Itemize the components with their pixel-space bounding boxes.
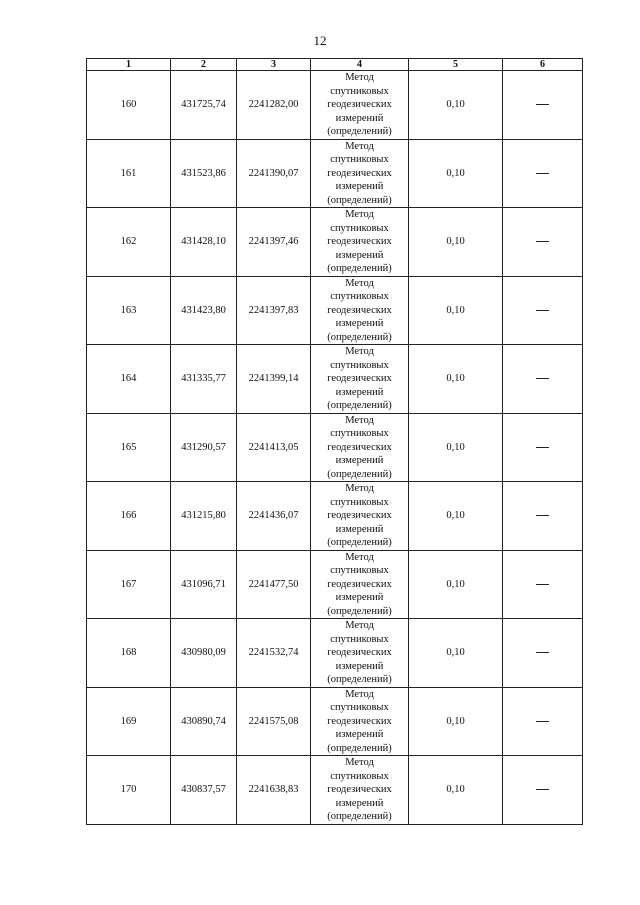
- method-text-line: геодезических: [327, 647, 392, 658]
- dash-mark: [536, 584, 549, 585]
- method-text-line: измерений: [335, 592, 384, 603]
- method-text-line: Метод: [345, 209, 374, 220]
- method-text-line: Метод: [345, 140, 374, 152]
- method-cell: [311, 619, 409, 688]
- method-text-line: Метод: [345, 346, 374, 357]
- accuracy-cell: 0,10: [409, 619, 503, 688]
- column-header-3: 3: [237, 59, 311, 71]
- note-cell: [503, 208, 583, 277]
- method-cell: [311, 687, 409, 756]
- method-text-line: Метод: [345, 688, 374, 700]
- table-row: [87, 71, 583, 140]
- accuracy-cell: 0,10: [409, 413, 503, 482]
- method-cell: [311, 482, 409, 551]
- x-coordinate-cell: 430980,09: [171, 619, 237, 688]
- table-row: [87, 276, 583, 345]
- method-text-line: Метод: [345, 551, 374, 563]
- method-text-line: измерений: [335, 523, 384, 535]
- table-row: [87, 345, 583, 414]
- x-coordinate-cell: 431523,86: [171, 139, 237, 208]
- method-text-line: спутниковых: [330, 496, 389, 508]
- method-text-line: (определений): [327, 194, 392, 206]
- y-coordinate-cell: 2241477,50: [237, 550, 311, 619]
- note-cell: [503, 413, 583, 482]
- y-coordinate-cell: 2241413,05: [237, 413, 311, 482]
- method-text-line: геодезических: [327, 304, 392, 316]
- y-coordinate-cell: 2241390,07: [237, 139, 311, 208]
- method-text-line: измерений: [335, 181, 384, 192]
- accuracy-cell: 0,10: [409, 756, 503, 825]
- point-number-cell: 167: [87, 550, 171, 619]
- method-cell: [311, 550, 409, 619]
- table-row: [87, 482, 583, 551]
- table-row: [87, 619, 583, 688]
- method-text-line: (определений): [327, 331, 392, 343]
- method-text-line: измерений: [335, 455, 384, 466]
- x-coordinate-cell: 431725,74: [171, 71, 237, 140]
- x-coordinate-cell: 431215,80: [171, 482, 237, 551]
- dash-mark: [536, 241, 549, 242]
- note-cell: [503, 71, 583, 140]
- point-number-cell: 170: [87, 756, 171, 825]
- table-header-row: [87, 59, 583, 71]
- dash-mark: [536, 515, 549, 516]
- method-text-line: (определений): [327, 400, 392, 411]
- x-coordinate-cell: 430890,74: [171, 687, 237, 756]
- dash-mark: [536, 789, 549, 790]
- column-header-5: 5: [409, 59, 503, 71]
- method-text-line: измерений: [335, 729, 384, 740]
- method-text-line: геодезических: [327, 99, 392, 110]
- table-row: [87, 413, 583, 482]
- method-text-line: геодезических: [327, 167, 392, 179]
- y-coordinate-cell: 2241436,07: [237, 482, 311, 551]
- note-cell: [503, 345, 583, 414]
- method-text-line: измерений: [335, 249, 384, 261]
- table-row: [87, 687, 583, 756]
- method-text-line: измерений: [335, 386, 384, 398]
- method-text-line: Метод: [345, 414, 374, 426]
- note-cell: [503, 619, 583, 688]
- method-text-line: (определений): [327, 811, 392, 822]
- point-number-cell: 160: [87, 71, 171, 140]
- x-coordinate-cell: 431290,57: [171, 413, 237, 482]
- table-row: [87, 550, 583, 619]
- point-number-cell: 164: [87, 345, 171, 414]
- method-text-line: спутниковых: [330, 222, 389, 234]
- y-coordinate-cell: 2241575,08: [237, 687, 311, 756]
- method-text-line: геодезических: [327, 236, 392, 247]
- accuracy-cell: 0,10: [409, 208, 503, 277]
- x-coordinate-cell: 430837,57: [171, 756, 237, 825]
- method-text-line: спутниковых: [330, 428, 389, 439]
- dash-mark: [536, 721, 549, 722]
- method-text-line: измерений: [335, 660, 384, 672]
- accuracy-cell: 0,10: [409, 71, 503, 140]
- method-text-line: геодезических: [327, 373, 392, 384]
- table-body: [87, 71, 583, 825]
- accuracy-cell: 0,10: [409, 139, 503, 208]
- method-text-line: (определений): [327, 605, 392, 617]
- y-coordinate-cell: 2241638,83: [237, 756, 311, 825]
- method-text-line: геодезических: [327, 441, 392, 453]
- point-number-cell: 161: [87, 139, 171, 208]
- column-header-1: 1: [87, 59, 171, 71]
- method-text-line: (определений): [327, 742, 392, 754]
- column-header-4: 4: [311, 59, 409, 71]
- column-header-2: 2: [171, 59, 237, 71]
- x-coordinate-cell: 431428,10: [171, 208, 237, 277]
- note-cell: [503, 482, 583, 551]
- point-number-cell: 168: [87, 619, 171, 688]
- method-cell: [311, 71, 409, 140]
- method-text-line: (определений): [327, 263, 392, 274]
- method-text-line: спутниковых: [330, 359, 389, 371]
- page-number: 12: [313, 33, 327, 48]
- method-cell: [311, 139, 409, 208]
- method-cell: [311, 345, 409, 414]
- method-text-line: (определений): [327, 674, 392, 685]
- x-coordinate-cell: 431423,80: [171, 276, 237, 345]
- accuracy-cell: 0,10: [409, 345, 503, 414]
- point-number-cell: 165: [87, 413, 171, 482]
- accuracy-cell: 0,10: [409, 482, 503, 551]
- dash-mark: [536, 378, 549, 379]
- method-text-line: спутниковых: [330, 770, 389, 782]
- method-text-line: геодезических: [327, 510, 392, 521]
- note-cell: [503, 687, 583, 756]
- y-coordinate-cell: 2241282,00: [237, 71, 311, 140]
- method-cell: [311, 413, 409, 482]
- note-cell: [503, 276, 583, 345]
- point-number-cell: 166: [87, 482, 171, 551]
- method-text-line: Метод: [345, 620, 374, 631]
- method-text-line: спутниковых: [330, 85, 389, 97]
- method-text-line: (определений): [327, 537, 392, 548]
- y-coordinate-cell: 2241532,74: [237, 619, 311, 688]
- method-text-line: Метод: [345, 483, 374, 494]
- method-text-line: Метод: [345, 277, 374, 289]
- y-coordinate-cell: 2241399,14: [237, 345, 311, 414]
- dash-mark: [536, 104, 549, 105]
- dash-mark: [536, 310, 549, 311]
- method-text-line: спутниковых: [330, 702, 389, 713]
- method-text-line: измерений: [335, 797, 384, 809]
- y-coordinate-cell: 2241397,46: [237, 208, 311, 277]
- y-coordinate-cell: 2241397,83: [237, 276, 311, 345]
- method-text-line: Метод: [345, 72, 374, 83]
- dash-mark: [536, 173, 549, 174]
- x-coordinate-cell: 431096,71: [171, 550, 237, 619]
- dash-mark: [536, 652, 549, 653]
- method-text-line: геодезических: [327, 578, 392, 590]
- method-text-line: спутниковых: [330, 565, 389, 576]
- method-cell: [311, 756, 409, 825]
- method-text-line: геодезических: [327, 784, 392, 795]
- method-text-line: (определений): [327, 126, 392, 137]
- method-text-line: спутниковых: [330, 291, 389, 302]
- method-text-line: спутниковых: [330, 154, 389, 165]
- note-cell: [503, 550, 583, 619]
- method-text-line: (определений): [327, 468, 392, 480]
- coordinates-table: [86, 58, 583, 825]
- method-text-line: спутниковых: [330, 633, 389, 645]
- accuracy-cell: 0,10: [409, 276, 503, 345]
- method-text-line: геодезических: [327, 715, 392, 727]
- dash-mark: [536, 447, 549, 448]
- accuracy-cell: 0,10: [409, 550, 503, 619]
- point-number-cell: 162: [87, 208, 171, 277]
- point-number-cell: 169: [87, 687, 171, 756]
- method-cell: [311, 276, 409, 345]
- note-cell: [503, 139, 583, 208]
- note-cell: [503, 756, 583, 825]
- method-text-line: измерений: [335, 318, 384, 329]
- x-coordinate-cell: 431335,77: [171, 345, 237, 414]
- table-row: [87, 208, 583, 277]
- method-text-line: измерений: [335, 112, 384, 124]
- column-header-6: 6: [503, 59, 583, 71]
- method-cell: [311, 208, 409, 277]
- table-row: [87, 756, 583, 825]
- method-text-line: Метод: [345, 757, 374, 768]
- table-row: [87, 139, 583, 208]
- point-number-cell: 163: [87, 276, 171, 345]
- accuracy-cell: 0,10: [409, 687, 503, 756]
